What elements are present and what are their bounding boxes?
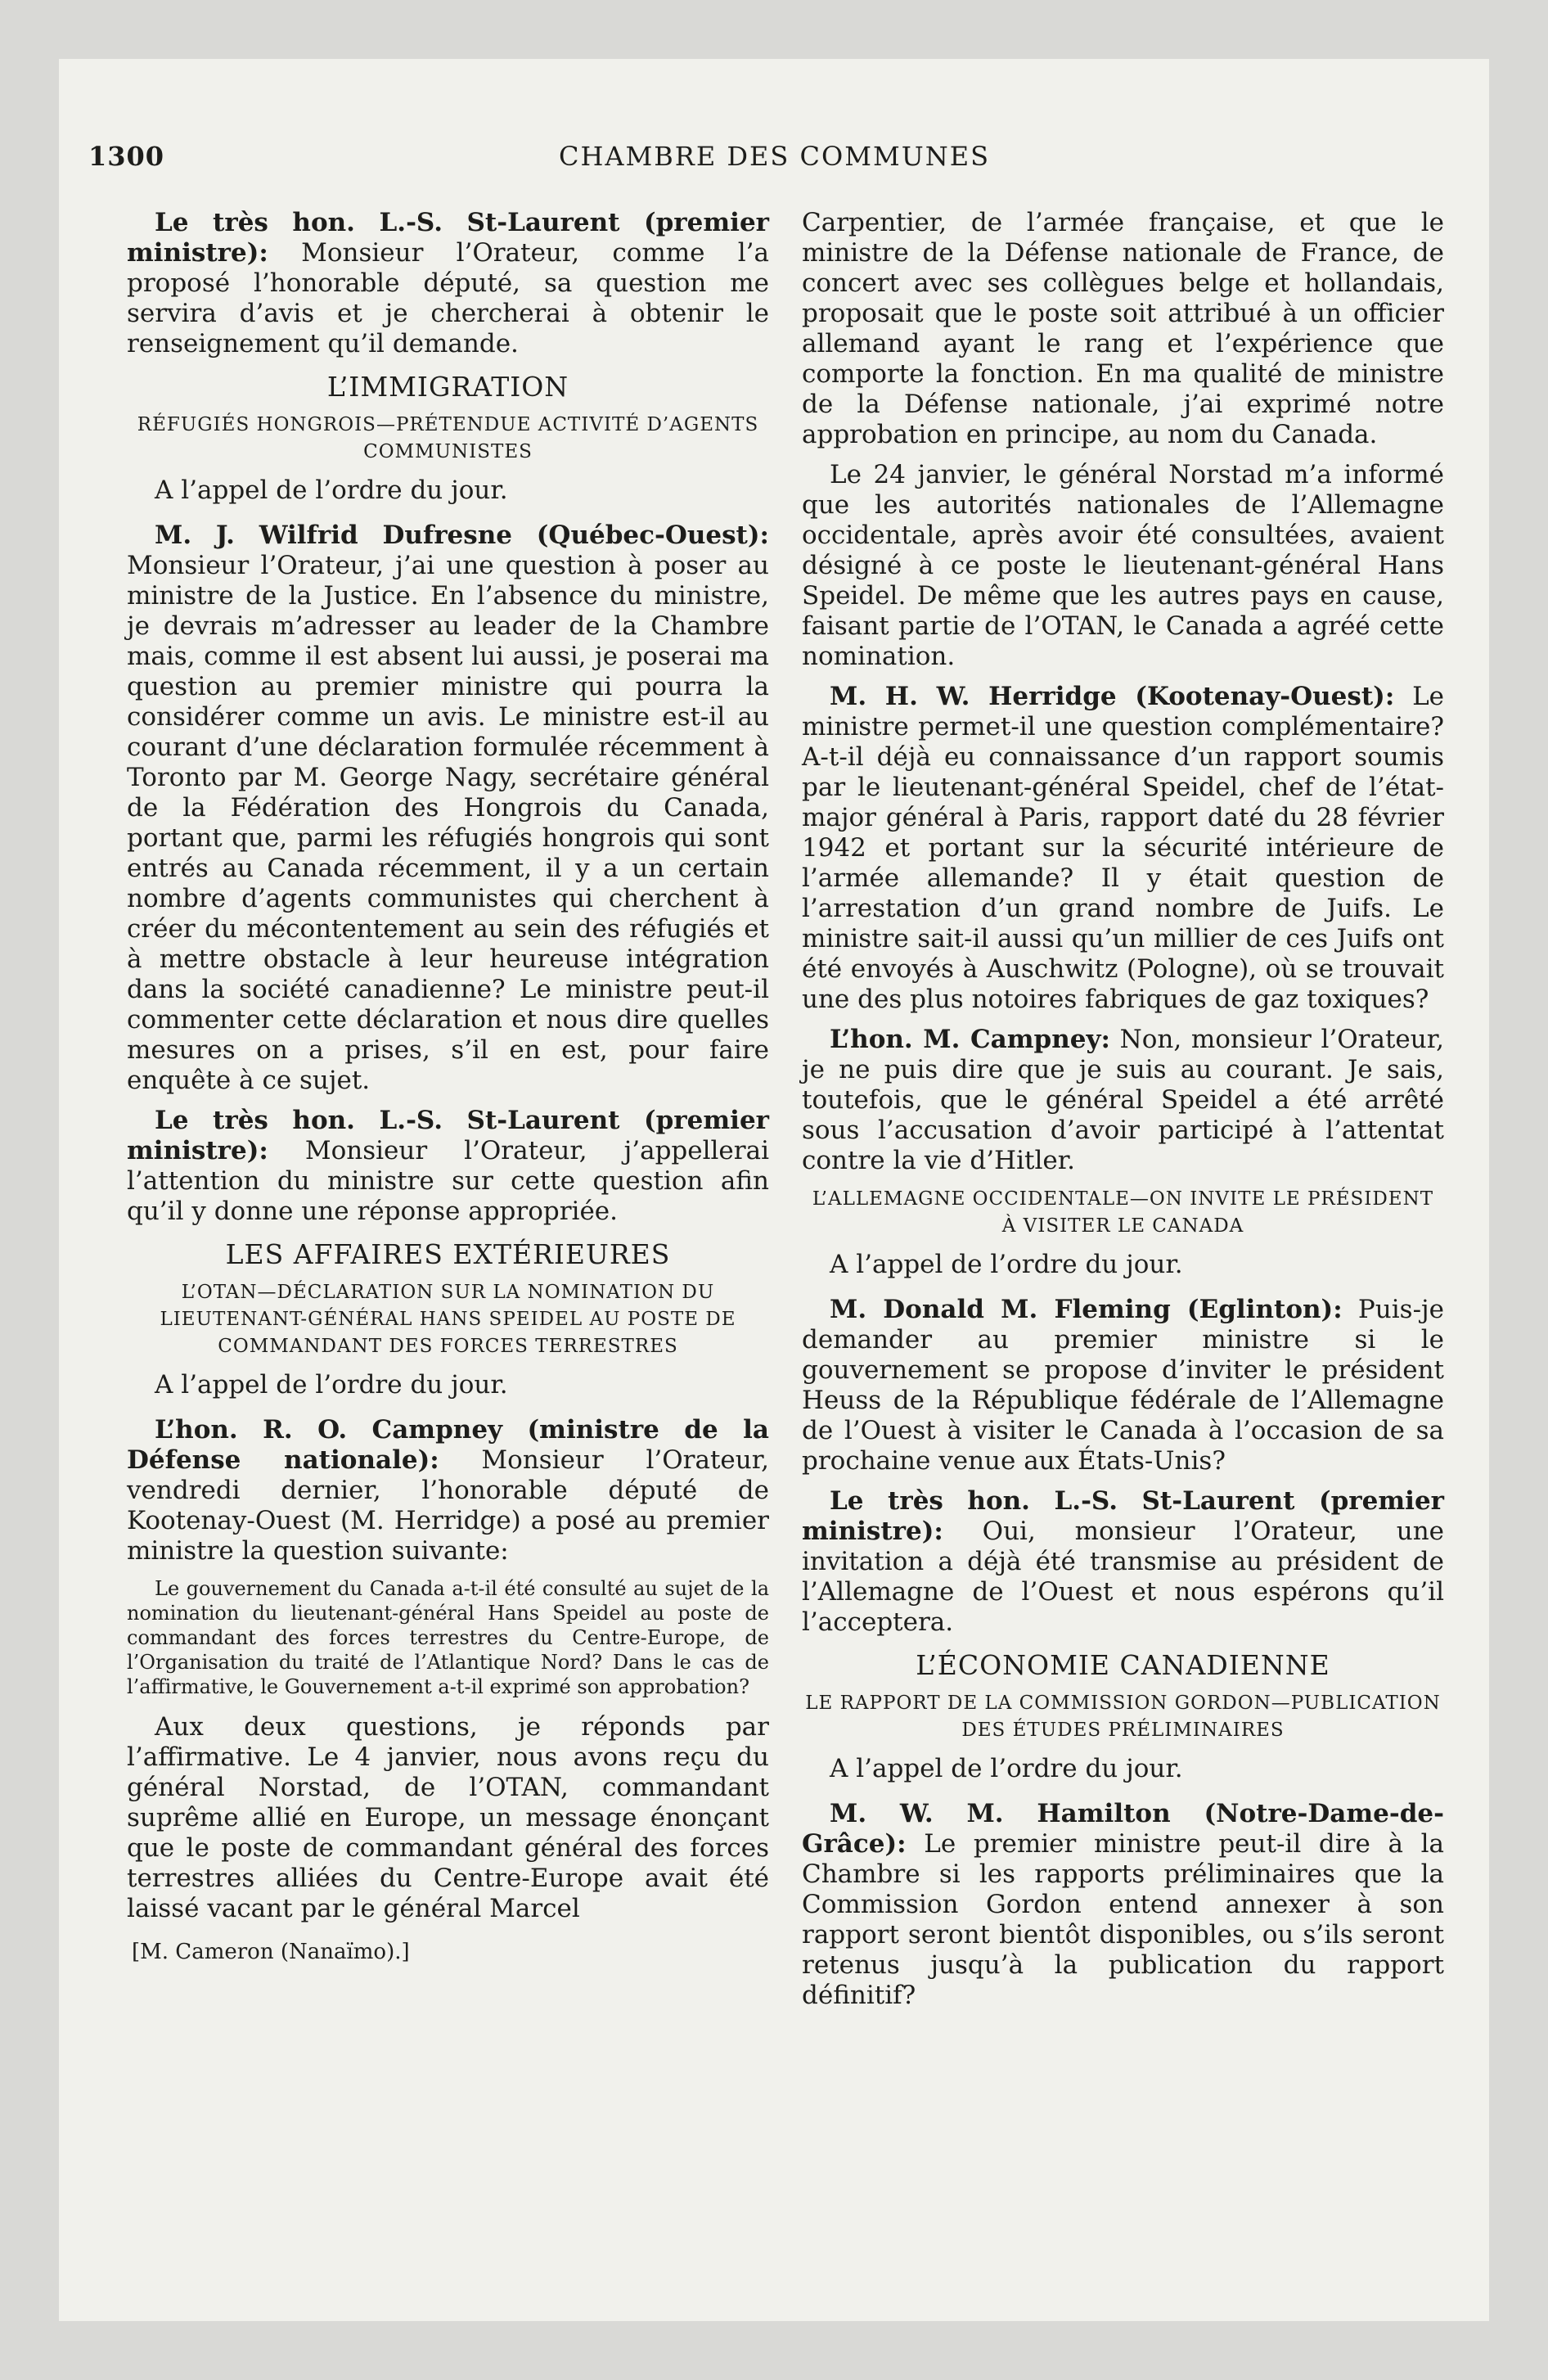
- speech-campney-2: [802, 1025, 1444, 1176]
- speech-st-laurent-2: [127, 1106, 769, 1227]
- speech-hamilton: [802, 1799, 1444, 2011]
- speech-paragraph: Le 24 janvier, le général Norstad m’a informé que les autorités nationales de l’Allemagne occidentale, après avoir été consultées, avaient désigné à ce poste le lieutenant-général Hans Speidel. De même que les autres pays en cause, faisant partie de l’OTAN, le Canada a agréé cette nomination.: [802, 460, 1444, 671]
- speech-herridge: [802, 682, 1444, 1015]
- right-column: [802, 208, 1444, 2021]
- page-header: [88, 141, 1460, 183]
- speaker-name: Le très hon. L.-S. St-Laurent (premier ministre):: [802, 1486, 1444, 1546]
- running-head: CHAMBRE DES COMMUNES: [558, 141, 990, 172]
- speech-campney: [127, 1415, 769, 1566]
- speaker-name: M. W. M. Hamilton (Notre-Dame-de-Grâce):: [802, 1799, 1444, 1859]
- subheading-refugies: RÉFUGIÉS HONGROIS—PRÉTENDUE ACTIVITÉ D’AGENTS COMMUNISTES: [137, 414, 759, 462]
- speaker-name: Le très hon. L.-S. St-Laurent (premier ministre):: [127, 208, 769, 268]
- speech-text: Monsieur l’Orateur, comme l’a proposé l’honorable député, sa question me servira d’avis et je chercherai à obtenir le renseignement qu’il demande.: [127, 238, 769, 358]
- speaker-name: M. H. W. Herridge (Kootenay-Ouest):: [830, 682, 1395, 711]
- section-heading-affaires: LES AFFAIRES EXTÉRIEURES: [225, 1238, 671, 1270]
- speaker-name: L’hon. R. O. Campney (ministre de la Défense nationale):: [127, 1415, 769, 1475]
- speaker-name: L’hon. M. Campney:: [830, 1025, 1110, 1054]
- speech-st-laurent-3: [802, 1486, 1444, 1638]
- order-of-day: A l’appel de l’ordre du jour.: [830, 1754, 1183, 1783]
- subheading-gordon: LE RAPPORT DE LA COMMISSION GORDON—PUBLICATION DES ÉTUDES PRÉLIMINAIRES: [805, 1693, 1441, 1741]
- speaker-name: M. J. Wilfrid Dufresne (Québec-Ouest):: [155, 521, 769, 550]
- page-number: 1300: [88, 141, 165, 172]
- speech-text: Non, monsieur l’Orateur, je ne puis dire que je suis au courant. Je sais, toutefois, que le général Speidel a été arrêté sous l’accusation d’avoir participé à l’attentat contre la vie d’Hitler.: [802, 1025, 1444, 1175]
- speech-text: Monsieur l’Orateur, j’appellerai l’attention du ministre sur cette question afin qu’il y donne une réponse appropriée.: [127, 1136, 769, 1226]
- order-of-day: A l’appel de l’ordre du jour.: [155, 476, 508, 505]
- speech-fleming: [802, 1295, 1444, 1476]
- speaker-name: Le très hon. L.-S. St-Laurent (premier ministre):: [127, 1106, 769, 1165]
- column-footnote: [M. Cameron (Nanaïmo).]: [132, 1940, 410, 1964]
- speech-dufresne: [127, 521, 769, 1096]
- speaker-name: M. Donald M. Fleming (Eglinton):: [830, 1295, 1343, 1324]
- speech-st-laurent-1: [127, 208, 769, 359]
- quoted-question: Le gouvernement du Canada a-t-il été consulté au sujet de la nomination du lieutenant-général Hans Speidel au poste de commandant des forces terrestres du Centre-Europe, de l’Organisation du traité de l’Atlantique Nord? Dans le cas de l’affirmative, le Gouvernement a-t-il exprimé son approbation?: [127, 1577, 769, 1698]
- speech-text: Monsieur l’Orateur, vendredi dernier, l’honorable député de Kootenay-Ouest (M. Herridge) a posé au premier ministre la question suivante:: [127, 1445, 769, 1566]
- speech-text: Le ministre permet-il une question complémentaire? A-t-il déjà eu connaissance d’un rapport soumis par le lieutenant-général Speidel, chef de l’état-major général à Paris, rapport daté du 28 février 1942 et portant sur la sécurité intérieure de l’armée allemande? Il y était question de l’arrestation d’un grand nombre de Juifs. Le ministre sait-il aussi qu’un millier de ces Juifs ont été envoyés à Auschwitz (Pologne), où se trouvait une des plus notoires fabriques de gaz toxiques?: [802, 682, 1444, 1014]
- speech-text: Puis-je demander au premier ministre si le gouvernement se propose d’inviter le président Heuss de la République fédérale de l’Allemagne de l’Ouest à visiter le Canada à l’occasion de sa prochaine venue aux États-Unis?: [802, 1295, 1445, 1476]
- subheading-otan: L’OTAN—DÉCLARATION SUR LA NOMINATION DU LIEUTENANT-GÉNÉRAL HANS SPEIDEL AU POSTE DE COMMANDANT DES FORCES TERRESTRES: [160, 1282, 736, 1357]
- speech-continuation: Aux deux questions, je réponds par l’affirmative. Le 4 janvier, nous avons reçu du général Norstad, de l’OTAN, commandant suprême allié en Europe, un message énonçant que le poste de commandant général des forces terrestres alliées du Centre-Europe avait été laissé vacant par le général Marcel: [127, 1712, 769, 1923]
- order-of-day: A l’appel de l’ordre du jour.: [155, 1370, 508, 1400]
- speech-text: Oui, monsieur l’Orateur, une invitation a déjà été transmise au président de l’Allemagne de l’Ouest et nous espérons qu’il l’acceptera.: [802, 1517, 1444, 1637]
- section-heading-economie: L’ÉCONOMIE CANADIENNE: [916, 1649, 1330, 1681]
- section-heading-immigration: L’IMMIGRATION: [326, 371, 569, 403]
- speech-text: Monsieur l’Orateur, j’ai une question à poser au ministre de la Justice. En l’absence du ministre, je devrais m’adresser au leader de la Chambre mais, comme il est absent lui aussi, je poserai ma question au premier ministre qui pourra la considérer comme un avis. Le ministre est-il au courant d’une déclaration formulée récemment à Toronto par M. George Nagy, secrétaire général de la Fédération des Hongrois du Canada, portant que, parmi les réfugiés hongrois qui sont entrés au Canada récemment, il y a un certain nombre d’agents communistes qui cherchent à créer du mécontentement au sein des réfugiés et à mettre obstacle à leur heureuse intégration dans la société canadienne? Le ministre peut-il commenter cette déclaration et nous dire quelles mesures on a prises, s’il en est, pour faire enquête à ce sujet.: [127, 551, 769, 1095]
- speech-continuation: Carpentier, de l’armée française, et que le ministre de la Défense nationale de France, de concert avec ses collègues belge et hollandais, proposait que le poste soit attribué à un officier allemand ayant le rang et l’expérience que comporte la fonction. En ma qualité de ministre de la Défense nationale, j’ai exprimé notre approbation en principe, au nom du Canada.: [802, 208, 1444, 449]
- left-column: [127, 208, 769, 1968]
- order-of-day: A l’appel de l’ordre du jour.: [830, 1250, 1183, 1279]
- speech-text: Le premier ministre peut-il dire à la Chambre si les rapports préliminaires que la Commission Gordon entend annexer à son rapport seront bientôt disponibles, ou s’ils seront retenus jusqu’à la publication du rapport définitif?: [802, 1829, 1444, 2010]
- subheading-allemagne: L’ALLEMAGNE OCCIDENTALE—ON INVITE LE PRÉSIDENT À VISITER LE CANADA: [812, 1188, 1434, 1237]
